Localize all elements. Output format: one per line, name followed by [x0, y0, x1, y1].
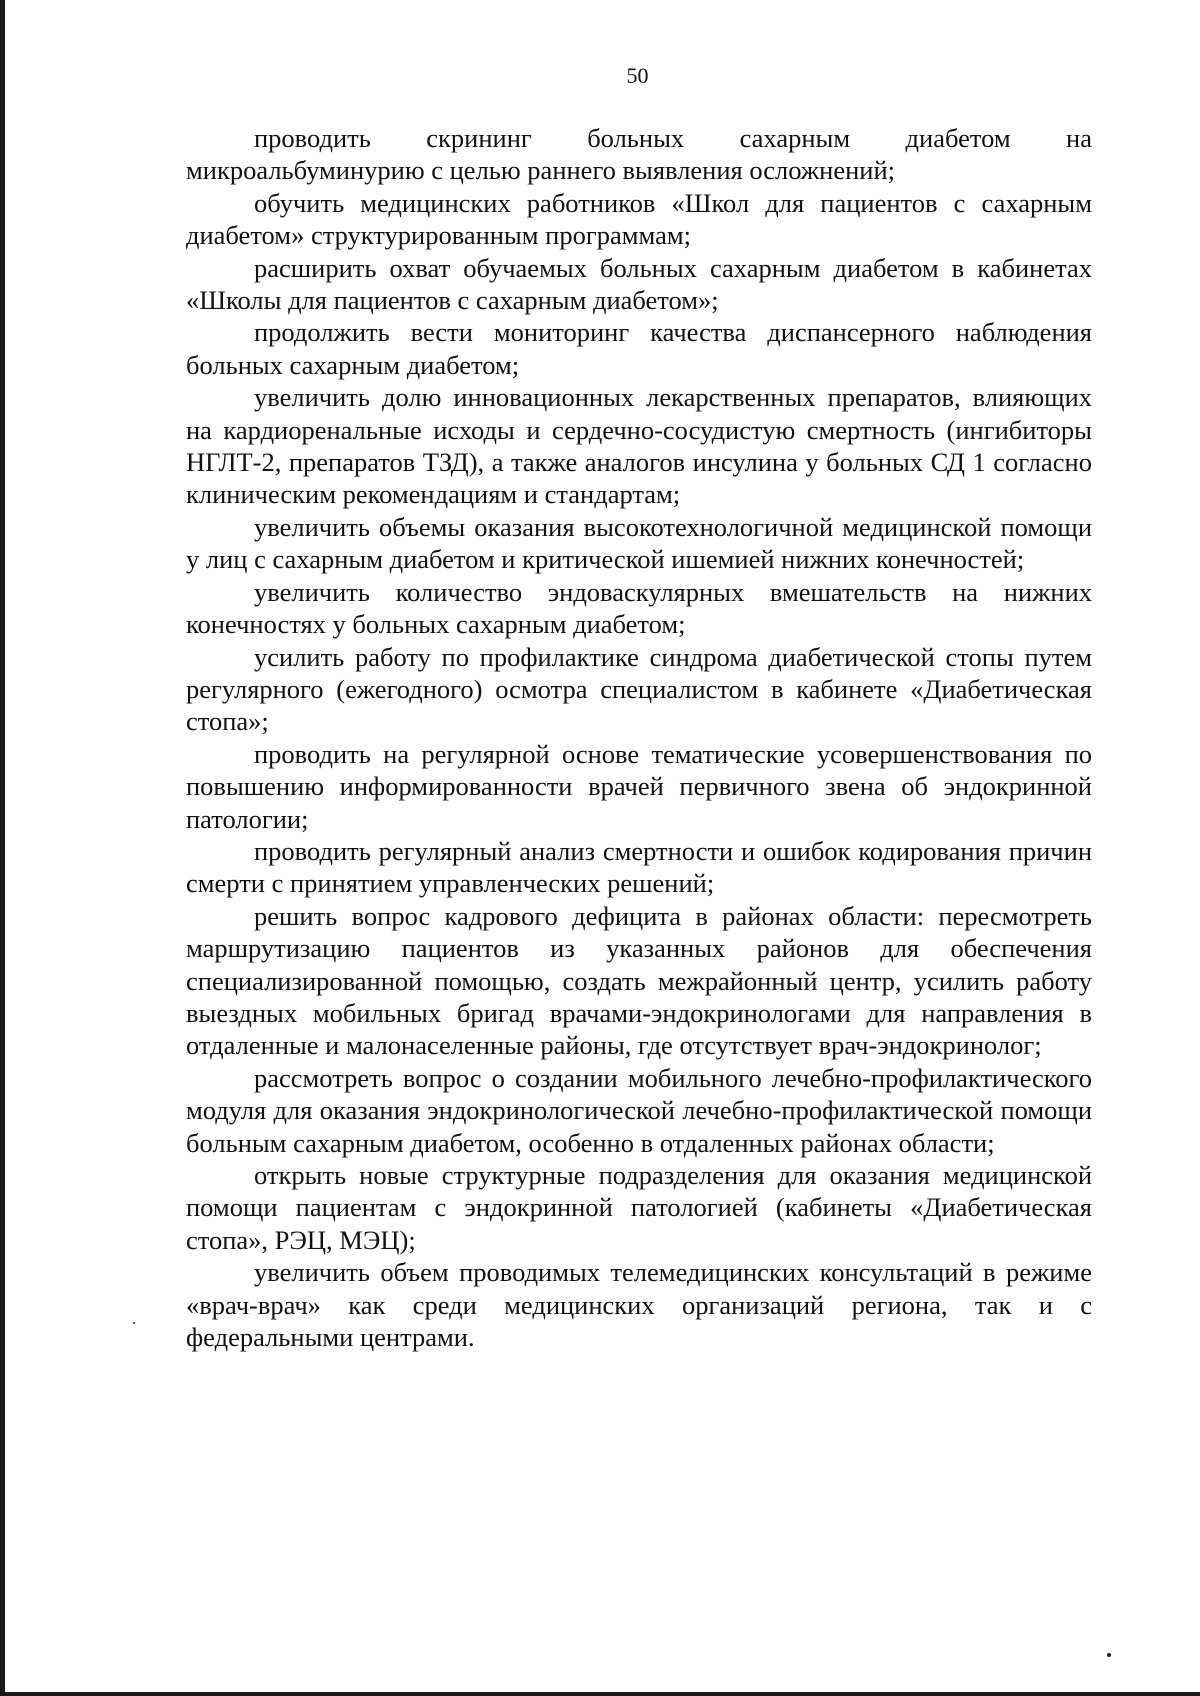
paragraph: проводить регулярный анализ смертности и ошибок кодирования причин смерти с принятием управленческих решений;	[186, 835, 1092, 899]
paragraph: открыть новые структурные подразделения для оказания медицинской помощи пациентам с эндокринной патологией (кабинеты «Диабетическая стопа», РЭЦ, МЭЦ);	[186, 1160, 1092, 1255]
body-text	[186, 122, 1092, 1353]
paragraph: расширить охват обучаемых больных сахарным диабетом в кабинетах «Школы для пациентов с сахарным диабетом»;	[186, 252, 1092, 316]
paragraph: обучить медицинских работников «Школ для пациентов с сахарным диабетом» структурированным программам;	[186, 187, 1092, 251]
paragraph: увеличить объем проводимых телемедицинских консультаций в режиме «врач-врач» как среди медицинских организаций региона, так и с федеральными центрами.	[186, 1257, 1092, 1353]
paragraph: увеличить долю инновационных лекарственных препаратов, влияющих на кардиоренальные исходы и сердечно-сосудистую смертность (ингибиторы НГЛТ-2, препаратов ТЗД), а также аналогов инсулина у больных СД 1 согласно клиническим рекомендациям и стандартам;	[186, 382, 1092, 510]
paragraph: увеличить объемы оказания высокотехнологичной медицинской помощи у лиц с сахарным диабетом и критической ишемией нижних конечностей;	[186, 511, 1092, 575]
paragraph: увеличить количество эндоваскулярных вмешательств на нижних конечностях у больных сахарным диабетом;	[186, 576, 1092, 640]
paragraph: рассмотреть вопрос о создании мобильного лечебно-профилактического модуля для оказания эндокринологической лечебно-профилактической помощи больным сахарным диабетом, особенно в отдаленных районах области;	[186, 1062, 1092, 1158]
scan-edge-bottom	[0, 1692, 1200, 1696]
paragraph: решить вопрос кадрового дефицита в районах области: пересмотреть маршрутизацию пациентов из указанных районов для обеспечения специализированной помощью, создать межрайонный центр, усилить работу выездных мобильных бригад врачами-эндокринологами для направления в отдаленные и малонаселенные районы, где отсутствует врач-эндокринолог;	[186, 900, 1092, 1061]
paragraph: проводить скрининг больных сахарным диабетом на микроальбуминурию с целью раннего выявления осложнений;	[186, 123, 1092, 186]
paragraph: продолжить вести мониторинг качества диспансерного наблюдения больных сахарным диабетом;	[186, 317, 1092, 380]
scan-speck	[133, 1322, 135, 1324]
paragraph: усилить работу по профилактике синдрома диабетической стопы путем регулярного (ежегодного) осмотра специалистом в кабинете «Диабетическая стопа»;	[186, 641, 1092, 737]
paragraph: проводить на регулярной основе тематические усовершенствования по повышению информированности врачей первичного звена об эндокринной патологии;	[186, 738, 1092, 834]
page-number: 50	[626, 63, 649, 88]
scan-speck	[1107, 1653, 1111, 1657]
scan-edge-left	[0, 0, 5, 1696]
